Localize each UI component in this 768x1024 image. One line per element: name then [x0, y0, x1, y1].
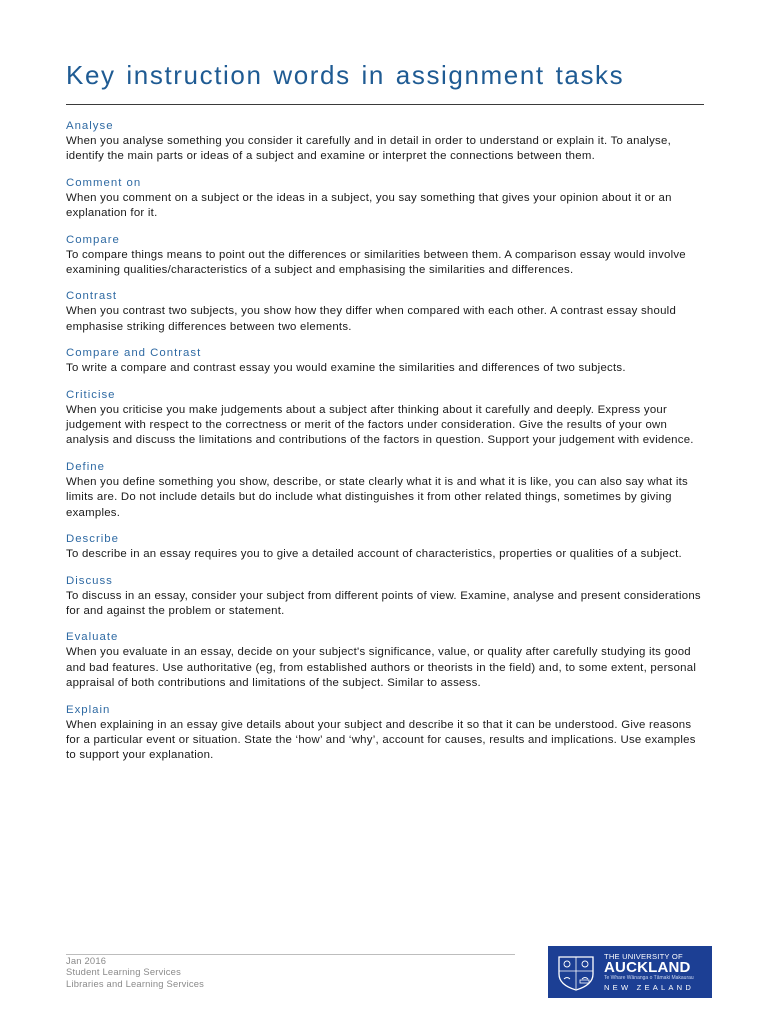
logo-text-country: NEW ZEALAND — [604, 983, 695, 992]
entry-term: Compare — [66, 233, 120, 246]
entry-term: Comment on — [66, 176, 142, 189]
entry-term: Evaluate — [66, 631, 119, 644]
entry-analyse — [66, 119, 706, 165]
logo-text-top: THE UNIVERSITY OF — [604, 952, 683, 961]
title-divider — [66, 104, 704, 105]
page-title: Key instruction words in assignment tasks — [66, 60, 625, 90]
footer-department: Student Learning Services — [66, 966, 181, 978]
entry-definition: To describe in an essay requires you to give a detailed account of characteristics, properties or qualities of a subject. — [66, 548, 682, 561]
entry-definition: When you evaluate in an essay, decide on your subject's significance, value, or quality after carefully studying its good and bad features. Use authoritative (eg, from established authors or theorists in the field) and, to some extent, personal appraisal of both contributions and limitations of the subject. Similar to assess. — [66, 646, 697, 690]
university-crest-icon — [556, 952, 596, 992]
entry-term: Discuss — [66, 574, 113, 587]
entry-contrast — [66, 289, 706, 335]
footer-date: Jan 2016 — [66, 955, 107, 966]
entry-definition: When you comment on a subject or the ideas in a subject, you say something that gives your opinion about it or an explanation for it. — [66, 191, 672, 220]
university-logo — [548, 946, 712, 998]
entry-comment-on — [66, 176, 706, 222]
entry-term: Compare and Contrast — [66, 347, 202, 360]
entry-term: Define — [66, 460, 105, 473]
entry-compare-and-contrast — [66, 346, 706, 376]
logo-text-maori: Te Whare Wānanga o Tāmaki Makaurau — [604, 975, 694, 981]
entry-definition: When you criticise you make judgements about a subject after thinking about it carefully and deeply. Express your judgement with respect to the correctness or merit of the factors under consideration. Give the results of your own analysis and discuss the limitations and contributions of the factors in question. Support your judgement with evidence. — [66, 403, 694, 447]
entry-term: Analyse — [66, 120, 114, 132]
entry-definition: When you define something you show, describe, or state clearly what it is and what it is like, you can also say what its limits are. Do not include details but do include what distinguishes it from other related things, sometimes by giving examples. — [66, 475, 688, 519]
entry-term: Contrast — [66, 290, 118, 303]
entry-definition: When explaining in an essay give details about your subject and describe it so that it can be understood. Give reasons for a particular event or situation. State the ‘how’ and ‘why’, account for causes, results and implications. Use examples to support your explanation. — [66, 718, 696, 762]
entry-term: Describe — [66, 533, 119, 546]
footer-division: Libraries and Learning Services — [66, 977, 205, 989]
footer — [66, 955, 204, 989]
entry-definition: To discuss in an essay, consider your subject from different points of view. Examine, analyse and present considerations for and against the problem or statement. — [66, 589, 701, 617]
entry-define — [66, 460, 706, 521]
entry-evaluate — [66, 630, 706, 691]
entry-explain — [66, 703, 706, 764]
entry-compare — [66, 233, 706, 279]
instruction-word-list — [66, 119, 706, 775]
entry-definition: To write a compare and contrast essay you would examine the similarities and differences of two subjects. — [66, 362, 626, 375]
entry-term: Explain — [66, 703, 111, 716]
entry-discuss — [66, 574, 706, 620]
entry-term: Criticise — [66, 388, 116, 401]
logo-text-name: AUCKLAND — [604, 959, 691, 976]
entry-definition: To compare things means to point out the differences or similarities between them. A comparison essay would involve examining qualities/characteristics of a subject and emphasising the similarities and differences. — [66, 248, 686, 277]
entry-criticise — [66, 388, 706, 449]
entry-describe — [66, 532, 706, 562]
entry-definition: When you contrast two subjects, you show how they differ when compared with each other. A contrast essay should emphasise striking differences between two elements. — [66, 305, 677, 333]
entry-definition: When you analyse something you consider it carefully and in detail in order to understand or explain it. To analyse, identify the main parts or ideas of a subject and examine or interpret the connections between them. — [66, 135, 671, 163]
